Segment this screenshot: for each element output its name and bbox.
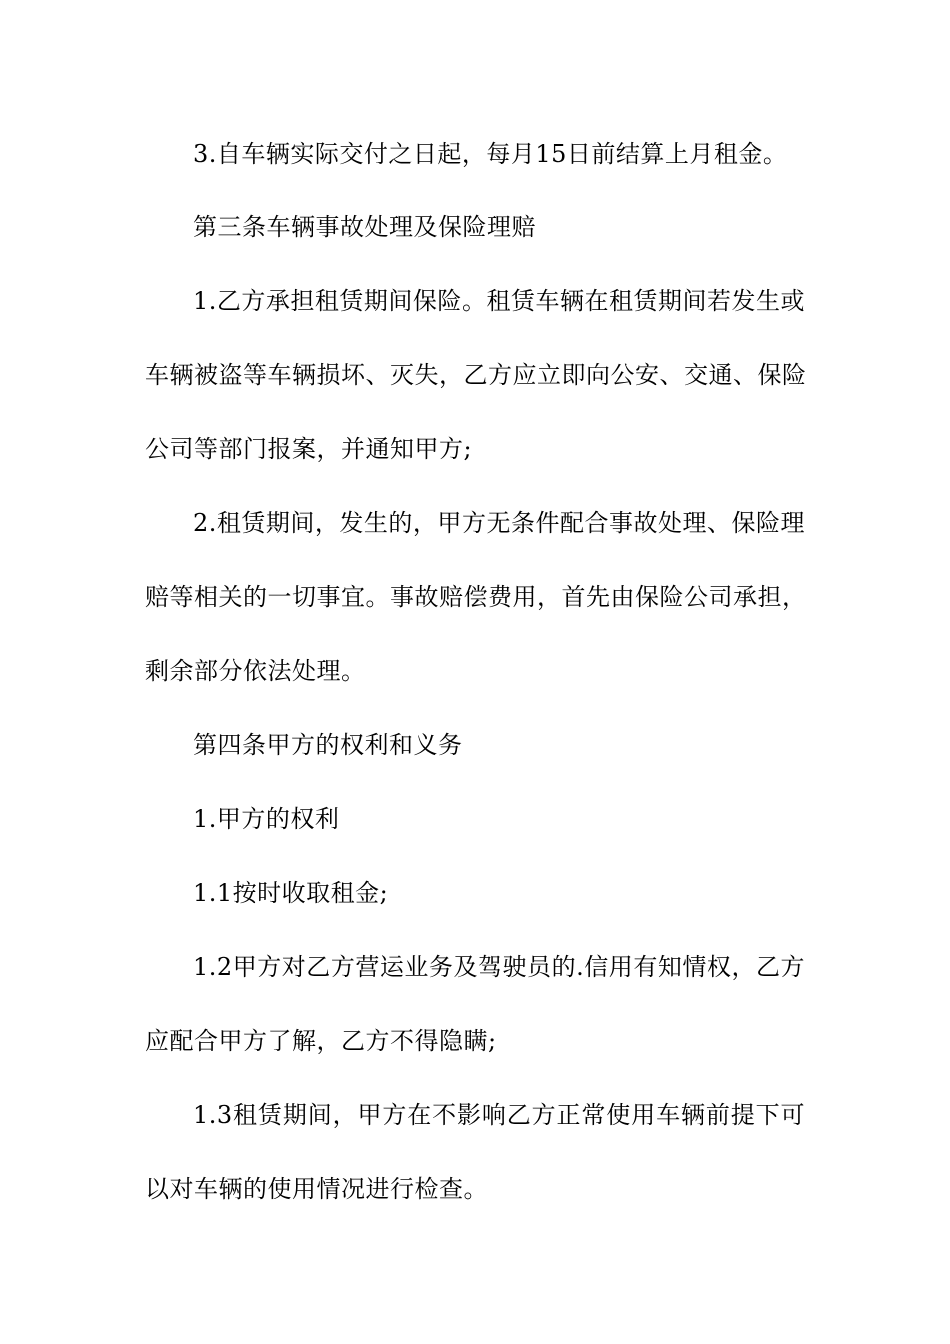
text-line: 1.1按时收取租金;: [193, 879, 389, 907]
text-line: 车辆被盗等车辆损坏、灭失，乙方应立即向公安、交通、保险: [145, 361, 807, 389]
text-line: 1.甲方的权利: [193, 805, 340, 833]
section-heading: 第四条甲方的权利和义务: [193, 731, 463, 759]
text-line: 公司等部门报案，并通知甲方;: [145, 435, 473, 463]
text-line: 2.租赁期间，发生的，甲方无条件配合事故处理、保险理: [193, 509, 805, 537]
text-line: 1.3租赁期间，甲方在不影响乙方正常使用车辆前提下可: [193, 1101, 805, 1129]
text-line: 剩余部分依法处理。: [145, 657, 366, 685]
text-line: 1.乙方承担租赁期间保险。租赁车辆在租赁期间若发生或: [193, 287, 805, 315]
text-line: 赔等相关的一切事宜。事故赔偿费用，首先由保险公司承担，: [145, 583, 807, 611]
section-heading: 第三条车辆事故处理及保险理赔: [193, 213, 536, 241]
text-line: 1.2甲方对乙方营运业务及驾驶员的.信用有知情权，乙方: [193, 953, 805, 981]
text-line: 以对车辆的使用情况进行检查。: [145, 1175, 488, 1203]
text-line: 3.自车辆实际交付之日起，每月15日前结算上月租金。: [193, 140, 788, 168]
text-line: 应配合甲方了解，乙方不得隐瞒;: [145, 1027, 497, 1055]
